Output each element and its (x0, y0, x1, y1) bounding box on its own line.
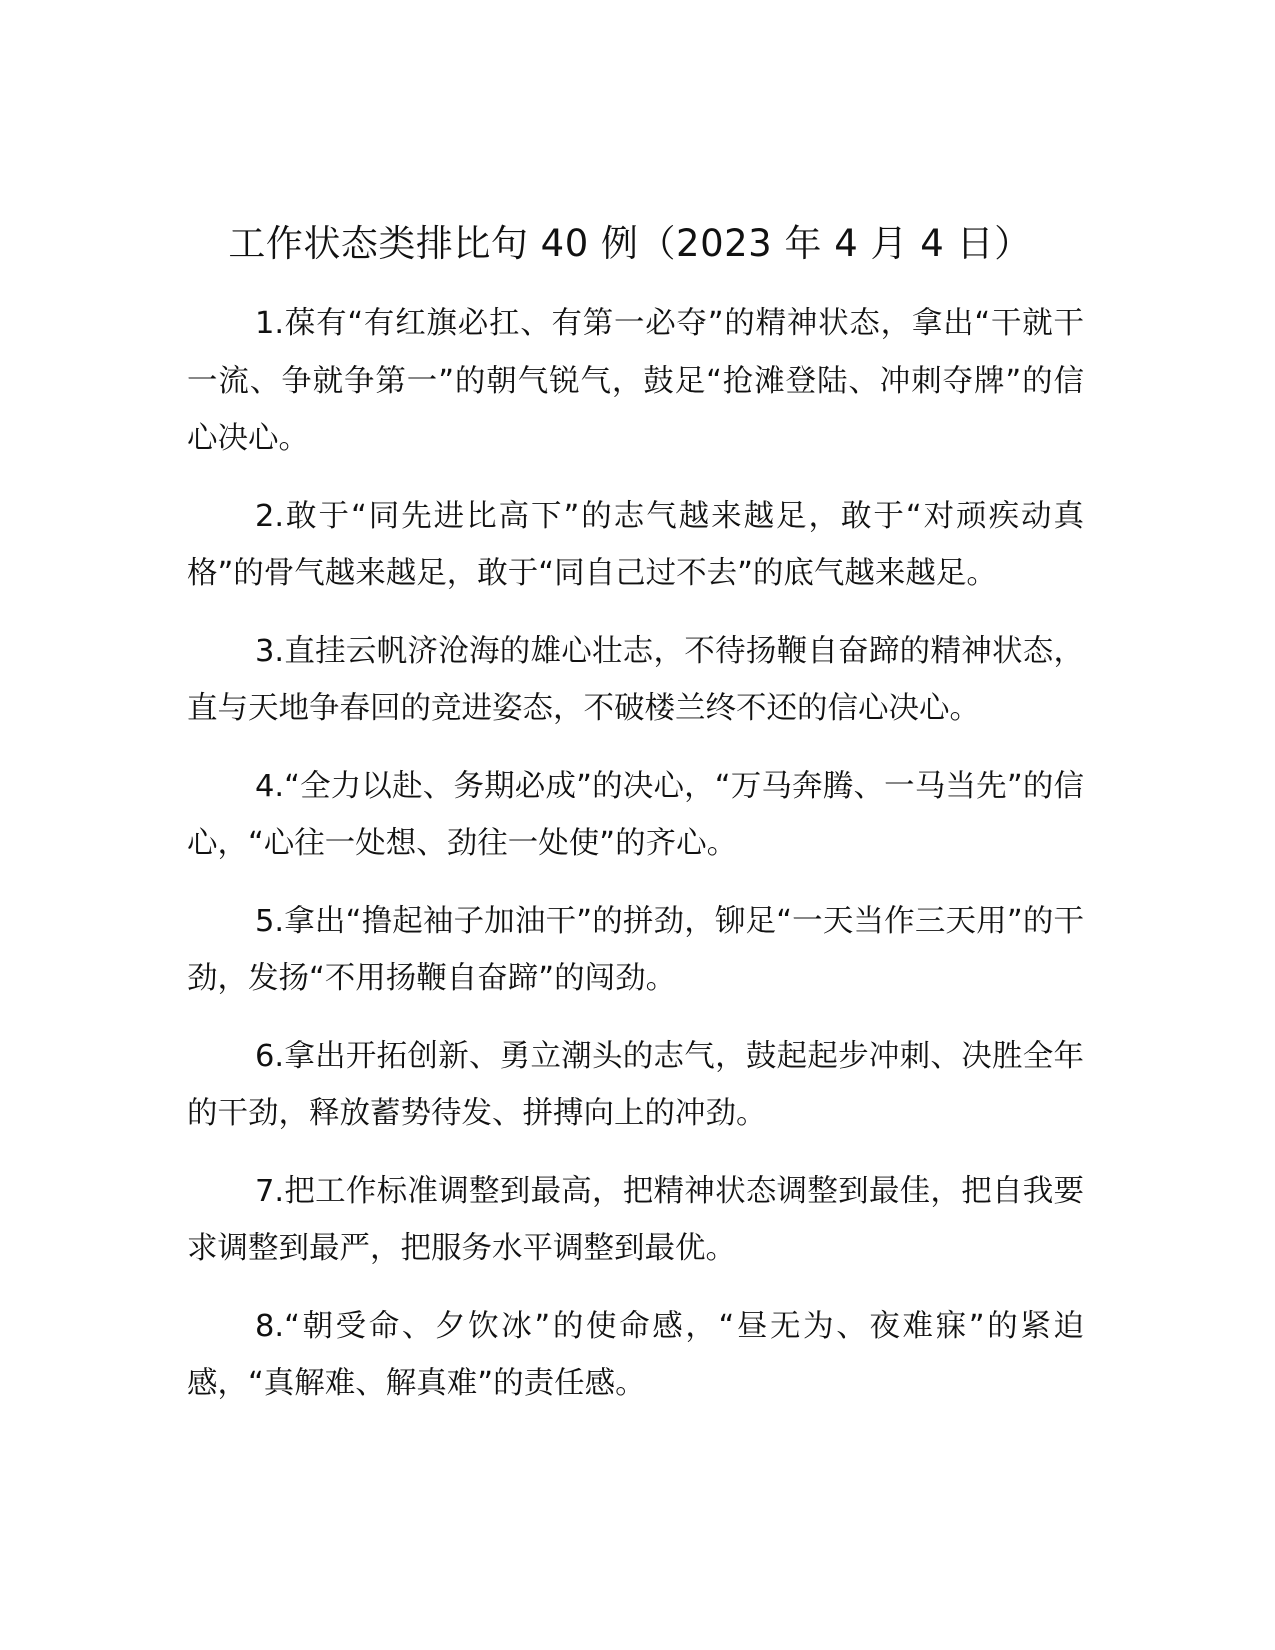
paragraph-6: 6.拿出开拓创新、勇立潮头的志气，鼓起起步冲刺、决胜全年的干劲，释放蓄势待发、拼搏向上的冲劲。 (187, 1038, 1084, 1131)
paragraph-4: 4.“全力以赴、务期必成”的决心，“万马奔腾、一马当先”的信心，“心往一处想、劲往一处使”的齐心。 (187, 768, 1084, 861)
document-title: 工作状态类排比句 40 例（2023 年 4 月 4 日） (228, 222, 1032, 265)
paragraph-5: 5.拿出“撸起袖子加油干”的拼劲，铆足“一天当作三天用”的干劲，发扬“不用扬鞭自奋蹄”的闯劲。 (187, 903, 1084, 996)
paragraph-2: 2.敢于“同先进比高下”的志气越来越足，敢于“对顽疾动真格”的骨气越来越足，敢于“同自己过不去”的底气越来越足。 (187, 498, 1084, 591)
document-body (187, 295, 1084, 1433)
paragraph-1: 1.葆有“有红旗必扛、有第一必夺”的精神状态，拿出“干就干一流、争就争第一”的朝气锐气，鼓足“抢滩登陆、冲刺夺牌”的信心决心。 (187, 306, 1084, 456)
paragraph-3: 3.直挂云帆济沧海的雄心壮志，不待扬鞭自奋蹄的精神状态，直与天地争春回的竞进姿态，不破楼兰终不还的信心决心。 (187, 633, 1084, 726)
paragraph-7: 7.把工作标准调整到最高，把精神状态调整到最佳，把自我要求调整到最严，把服务水平调整到最优。 (187, 1173, 1084, 1266)
paragraph-8: 8.“朝受命、夕饮冰”的使命感，“昼无为、夜难寐”的紧迫感，“真解难、解真难”的责任感。 (187, 1308, 1084, 1401)
